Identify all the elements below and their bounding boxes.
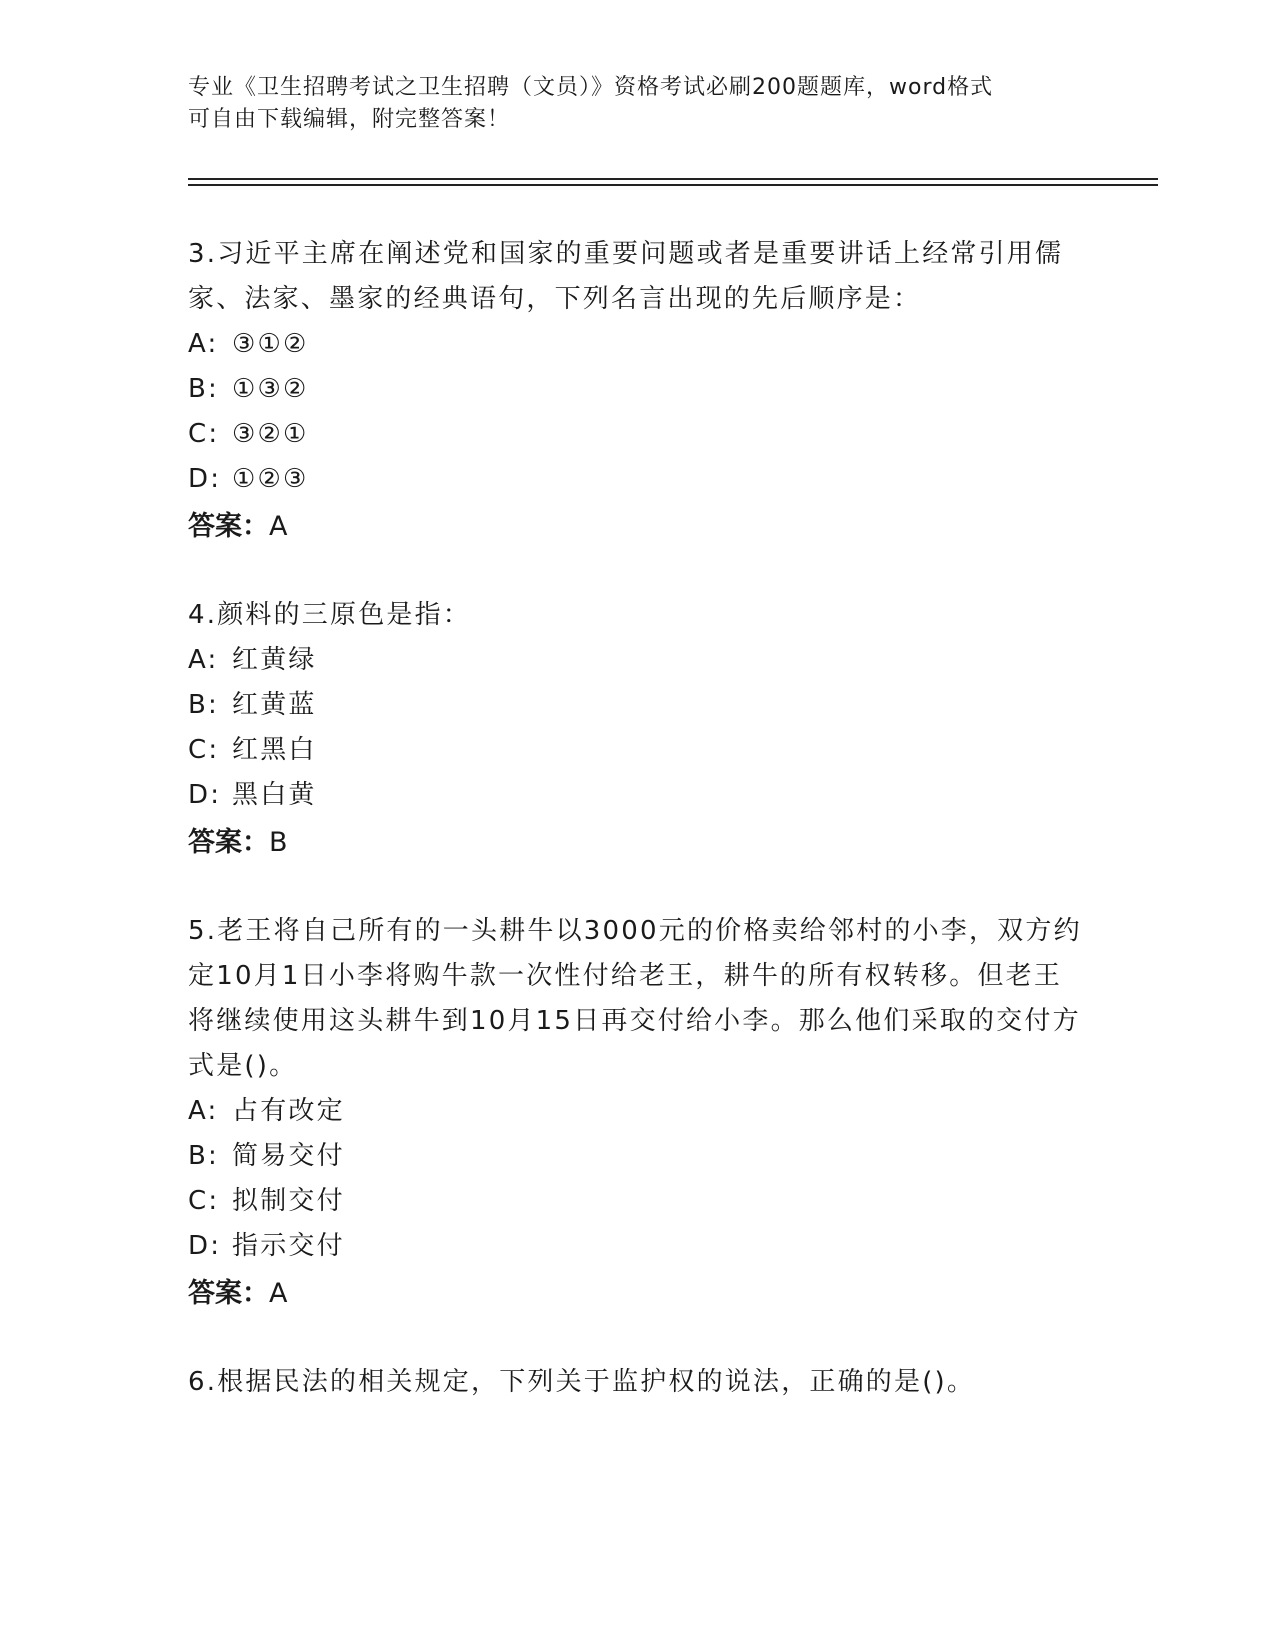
question-list <box>188 232 1088 1447</box>
option-c <box>188 1179 1088 1224</box>
option-letter: A: <box>188 329 219 359</box>
option-text: ①②③ <box>232 464 309 494</box>
header-divider-bottom <box>188 184 1158 186</box>
option-b <box>188 1134 1088 1179</box>
question-text: 4.颜料的三原色是指： <box>188 600 472 630</box>
option-text: 简易交付 <box>232 1141 345 1171</box>
answer-label: 答案： <box>188 1278 269 1309</box>
answer-value: A <box>269 511 288 542</box>
answer-value: B <box>269 827 288 858</box>
answer-line <box>188 503 1088 551</box>
header-title-line-2: 可自由下载编辑，附完整答案！ <box>188 107 511 132</box>
option-letter: A: <box>188 645 219 675</box>
option-text: 占有改定 <box>232 1096 345 1126</box>
question-text: 6.根据民法的相关规定，下列关于监护权的说法，正确的是()。 <box>188 1367 976 1397</box>
option-text: ①③② <box>232 374 309 404</box>
option-c <box>188 728 1088 773</box>
option-letter: B: <box>188 1141 219 1171</box>
option-a <box>188 638 1088 683</box>
question-4 <box>188 593 1088 867</box>
option-text: ③②① <box>232 419 309 449</box>
option-letter: D: <box>188 780 222 810</box>
option-text: 红黑白 <box>232 735 317 765</box>
answer-label: 答案： <box>188 511 269 542</box>
option-d <box>188 1224 1088 1269</box>
option-letter: A: <box>188 1096 219 1126</box>
option-text: 红黄绿 <box>232 645 317 675</box>
option-text: 黑白黄 <box>232 780 317 810</box>
option-text: 红黄蓝 <box>232 690 317 720</box>
document-header <box>188 72 1068 136</box>
option-b <box>188 683 1088 728</box>
option-letter: C: <box>188 1186 220 1216</box>
option-letter: C: <box>188 419 220 449</box>
option-letter: D: <box>188 1231 222 1261</box>
option-text: ③①② <box>232 329 309 359</box>
option-d <box>188 457 1088 502</box>
header-title-line-1: 专业《卫生招聘考试之卫生招聘（文员）》资格考试必刷200题题库，word格式 <box>188 75 994 100</box>
question-6 <box>188 1360 1088 1405</box>
option-letter: C: <box>188 735 220 765</box>
option-text: 拟制交付 <box>232 1186 345 1216</box>
question-5 <box>188 909 1088 1318</box>
option-d <box>188 773 1088 818</box>
option-letter: B: <box>188 374 219 404</box>
option-a <box>188 1089 1088 1134</box>
question-text: 3.习近平主席在阐述党和国家的重要问题或者是重要讲话上经常引用儒家、法家、墨家的经典语句，下列名言出现的先后顺序是： <box>188 239 1064 314</box>
answer-line <box>188 1270 1088 1318</box>
question-3 <box>188 232 1088 551</box>
question-text: 5.老王将自己所有的一头耕牛以3000元的价格卖给邻村的小李，双方约定10月1日小李将购牛款一次性付给老王，耕牛的所有权转移。但老王将继续使用这头耕牛到10月15日再交付给小李。那么他们采取的交付方式是()。 <box>188 916 1082 1081</box>
answer-label: 答案： <box>188 827 269 858</box>
option-a <box>188 322 1088 367</box>
answer-line <box>188 819 1088 867</box>
option-text: 指示交付 <box>232 1231 345 1261</box>
option-letter: B: <box>188 690 219 720</box>
option-c <box>188 412 1088 457</box>
answer-value: A <box>269 1278 288 1309</box>
option-b <box>188 367 1088 412</box>
header-divider-top <box>188 178 1158 180</box>
option-letter: D: <box>188 464 222 494</box>
